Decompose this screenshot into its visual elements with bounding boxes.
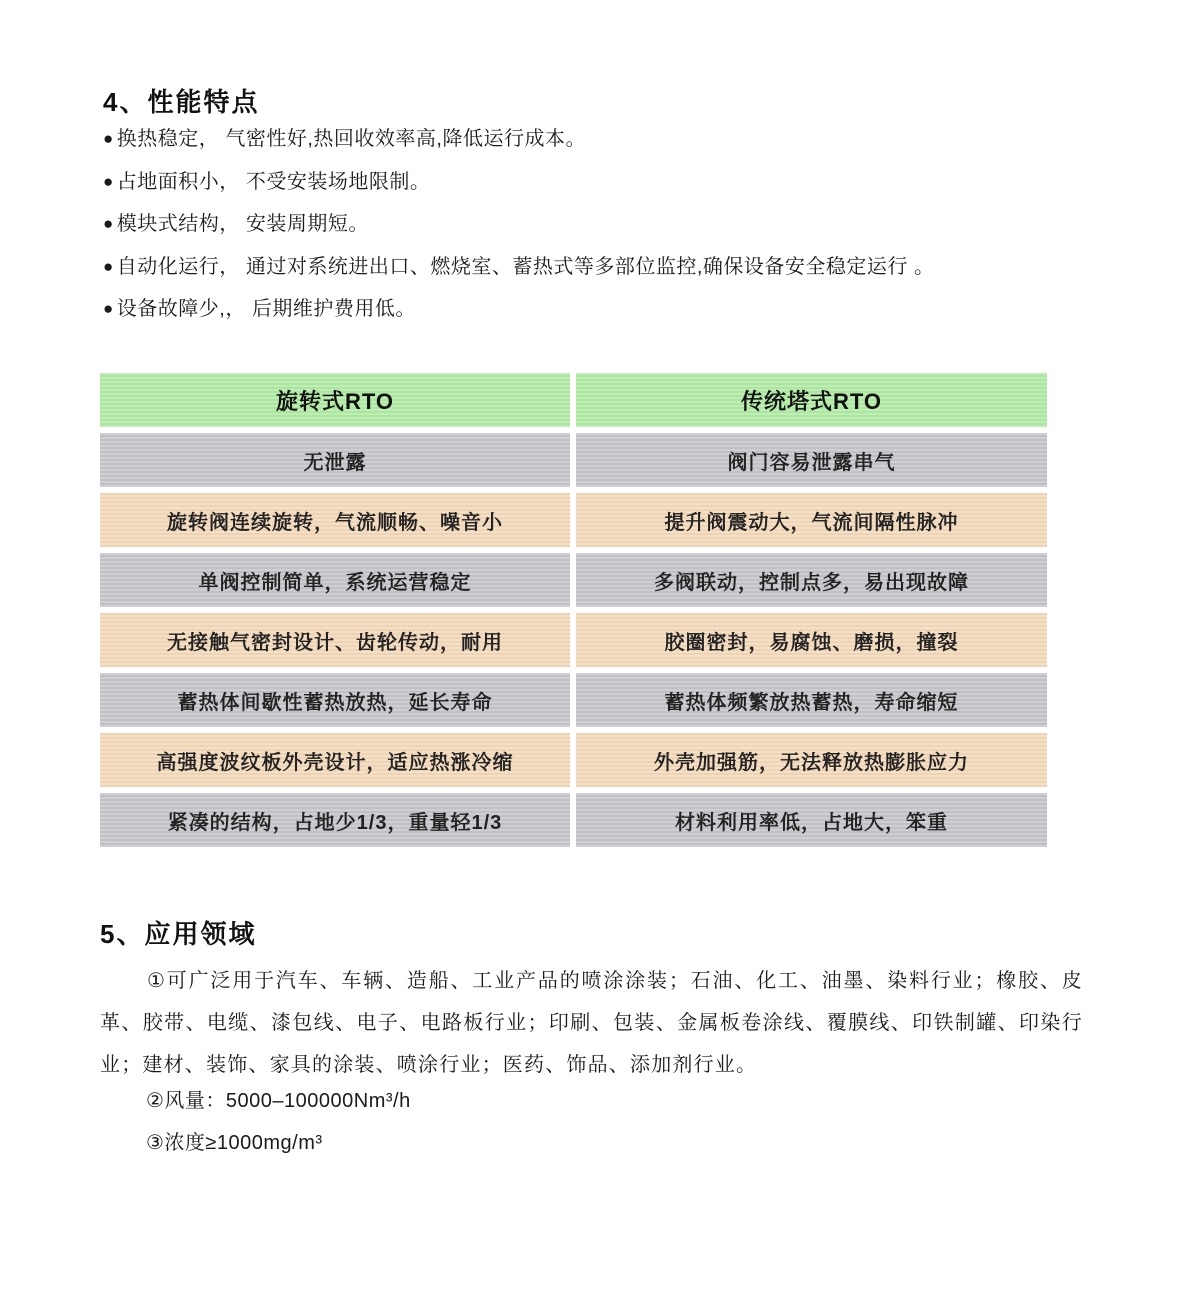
bullet-icon: ● [103,214,114,233]
bullet-icon: ● [103,129,114,148]
feature-text: 换热稳定， 气密性好,热回收效率高,降低运行成本。 [116,128,586,150]
table-cell: 无接触气密封设计、齿轮传动，耐用 [100,613,570,667]
concentration-spec-line: ③浓度≥1000mg/m³ [146,1132,323,1154]
feature-list [103,128,1063,341]
feature-text: 设备故障少,， 后期维护费用低。 [116,298,416,320]
table-cell: 外壳加强筋，无法释放热膨胀应力 [576,733,1047,787]
comparison-table [100,373,1047,847]
bullet-icon: ● [103,299,114,318]
feature-item [103,256,1063,278]
table-cell: 紧凑的结构，占地少1/3，重量轻1/3 [100,793,570,847]
table-cell: 提升阀震动大，气流间隔性脉冲 [576,493,1047,547]
table-cell: 旋转阀连续旋转，气流顺畅、噪音小 [100,493,570,547]
table-cell: 材料利用率低，占地大，笨重 [576,793,1047,847]
feature-text: 自动化运行， 通过对系统进出口、燃烧室、蓄热式等多部位监控,确保设备安全稳定运行 。 [116,255,935,278]
feature-item [103,298,1063,320]
table-cell: 多阀联动，控制点多，易出现故障 [576,553,1047,607]
section5-title: 5、应用领域 [100,919,257,949]
bullet-icon: ● [103,171,114,191]
table-cell: 无泄露 [100,433,570,487]
table-cell: 蓄热体频繁放热蓄热，寿命缩短 [576,673,1047,727]
table-cell: 胶圈密封，易腐蚀、磨损，撞裂 [576,613,1047,667]
airflow-spec-line: ②风量：5000–100000Nm³/h [146,1090,411,1112]
table-cell: 阀门容易泄露串气 [576,433,1047,487]
feature-item [103,213,1063,235]
table-cell: 蓄热体间歇性蓄热放热，延长寿命 [100,673,570,727]
table-header-rotary-rto: 旋转式RTO [100,373,570,427]
table-cell: 高强度波纹板外壳设计，适应热涨冷缩 [100,733,570,787]
section4-title: 4、性能特点 [103,87,260,117]
feature-item [103,128,1063,150]
table-header-tower-rto: 传统塔式RTO [576,373,1047,427]
application-paragraph: ①可广泛用于汽车、车辆、造船、工业产品的喷涂涂装；石油、化工、油墨、染料行业；橡胶、皮革、胶带、电缆、漆包线、电子、电路板行业；印刷、包装、金属板卷涂线、覆膜线、印铁制罐、印染行业；建材、装饰、家具的涂装、喷涂行业；医药、饰品、添加剂行业。 [100,970,1083,1076]
feature-item [103,171,1063,193]
feature-text: 占地面积小， 不受安装场地限制。 [116,170,431,193]
bullet-icon: ● [103,256,114,276]
table-cell: 单阀控制简单，系统运营稳定 [100,553,570,607]
feature-text: 模块式结构， 安装周期短。 [116,213,369,235]
